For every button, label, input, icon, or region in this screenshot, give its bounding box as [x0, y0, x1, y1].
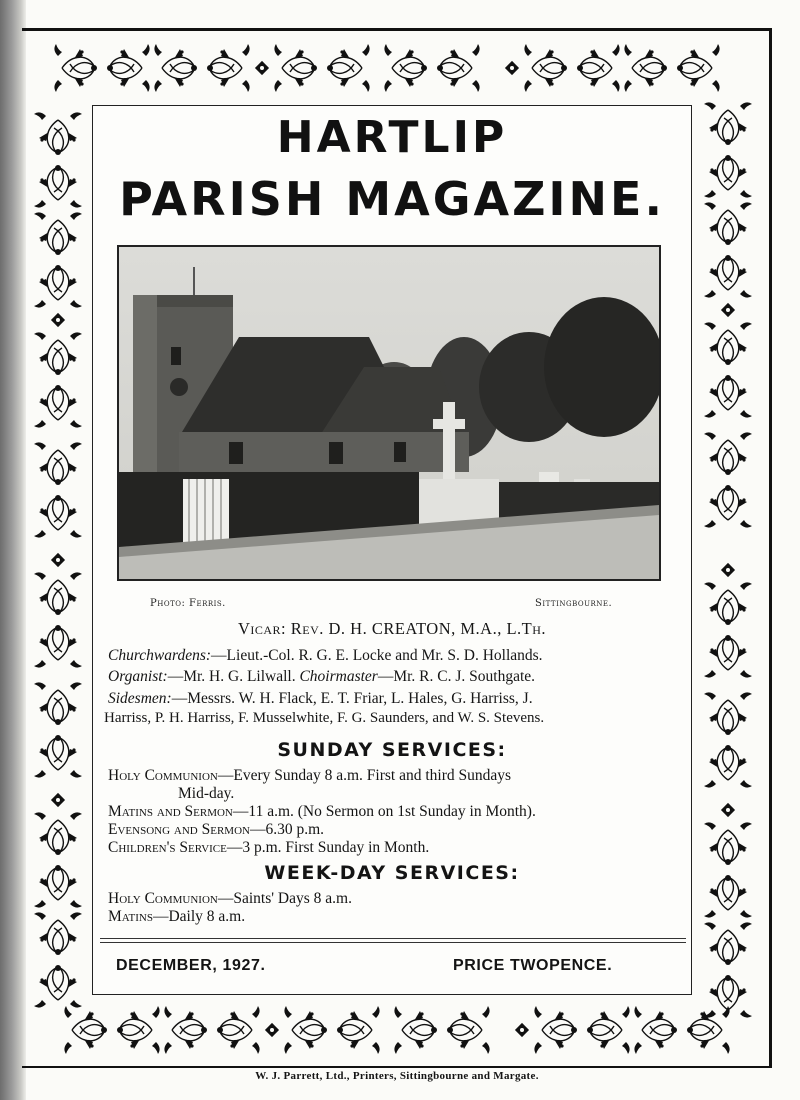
- service-detail: —Every Sunday 8 a.m. First and third Sundays: [217, 767, 512, 784]
- divider-rule: [100, 938, 686, 939]
- masthead-line-1: HARTLIP: [276, 112, 508, 163]
- service-name: Children's Service: [108, 839, 227, 856]
- church-photograph: [117, 245, 661, 581]
- service-detail: —Daily 8 a.m.: [152, 908, 246, 925]
- service-name: Evensong and Sermon: [108, 821, 250, 838]
- sunday-service-item: [108, 767, 511, 785]
- issue-date: DECEMBER, 1927.: [116, 957, 266, 974]
- service-name: Matins: [108, 908, 153, 925]
- service-detail: —3 p.m. First Sunday in Month.: [226, 839, 430, 856]
- service-detail: Mid-day.: [178, 785, 235, 802]
- service-name: Holy Communion: [108, 767, 218, 784]
- masthead-line-2: PARISH MAGAZINE.: [119, 172, 665, 226]
- organist-label: Organist:: [108, 668, 168, 685]
- sidesmen-text-1: —Messrs. W. H. Flack, E. T. Friar, L. Hales, G. Harriss, J.: [171, 690, 533, 707]
- weekday-service-item: [108, 890, 352, 908]
- choirmaster-text: —Mr. R. C. J. Southgate.: [377, 668, 536, 685]
- weekday-service-item: [108, 908, 245, 926]
- printer-imprint: W. J. Parrett, Ltd., Printers, Sittingbourne and Margate.: [255, 1070, 539, 1082]
- service-name: Matins and Sermon: [108, 803, 233, 820]
- sidesmen-line-1: [108, 690, 533, 708]
- photo-credit: Photo: Ferris.: [150, 598, 226, 609]
- sunday-services-heading: SUNDAY SERVICES:: [277, 739, 507, 761]
- photo-location: Sittingbourne.: [535, 598, 613, 609]
- organist-line: [108, 668, 535, 686]
- sidesmen-line-2: Harriss, P. H. Harriss, F. Musselwhite, F. G. Saunders, and W. S. Stevens.: [104, 710, 545, 726]
- churchwardens-label: Churchwardens:: [108, 647, 212, 664]
- service-name: Holy Communion: [108, 890, 218, 907]
- churchwardens-line: [108, 647, 543, 665]
- service-detail: —11 a.m. (No Sermon on 1st Sunday in Month).: [232, 803, 536, 820]
- choirmaster-label: Choirmaster: [299, 668, 378, 685]
- churchwardens-text: —Lieut.-Col. R. G. E. Locke and Mr. S. D. Hollands.: [211, 647, 543, 664]
- sunday-service-item: [108, 839, 429, 857]
- sunday-service-item: [108, 821, 324, 839]
- sunday-service-item: [108, 803, 536, 821]
- sunday-service-item: [178, 785, 234, 803]
- service-detail: —Saints' Days 8 a.m.: [217, 890, 352, 907]
- issue-price: PRICE TWOPENCE.: [453, 957, 613, 974]
- organist-text: —Mr. H. G. Lilwall.: [167, 668, 296, 685]
- service-detail: —6.30 p.m.: [249, 821, 325, 838]
- vicar-line: Vicar: Rev. D. H. CREATON, M.A., L.Th.: [237, 619, 547, 638]
- sidesmen-label: Sidesmen:: [108, 690, 172, 707]
- weekday-services-heading: WEEK-DAY SERVICES:: [264, 862, 520, 884]
- divider-rule: [100, 942, 686, 943]
